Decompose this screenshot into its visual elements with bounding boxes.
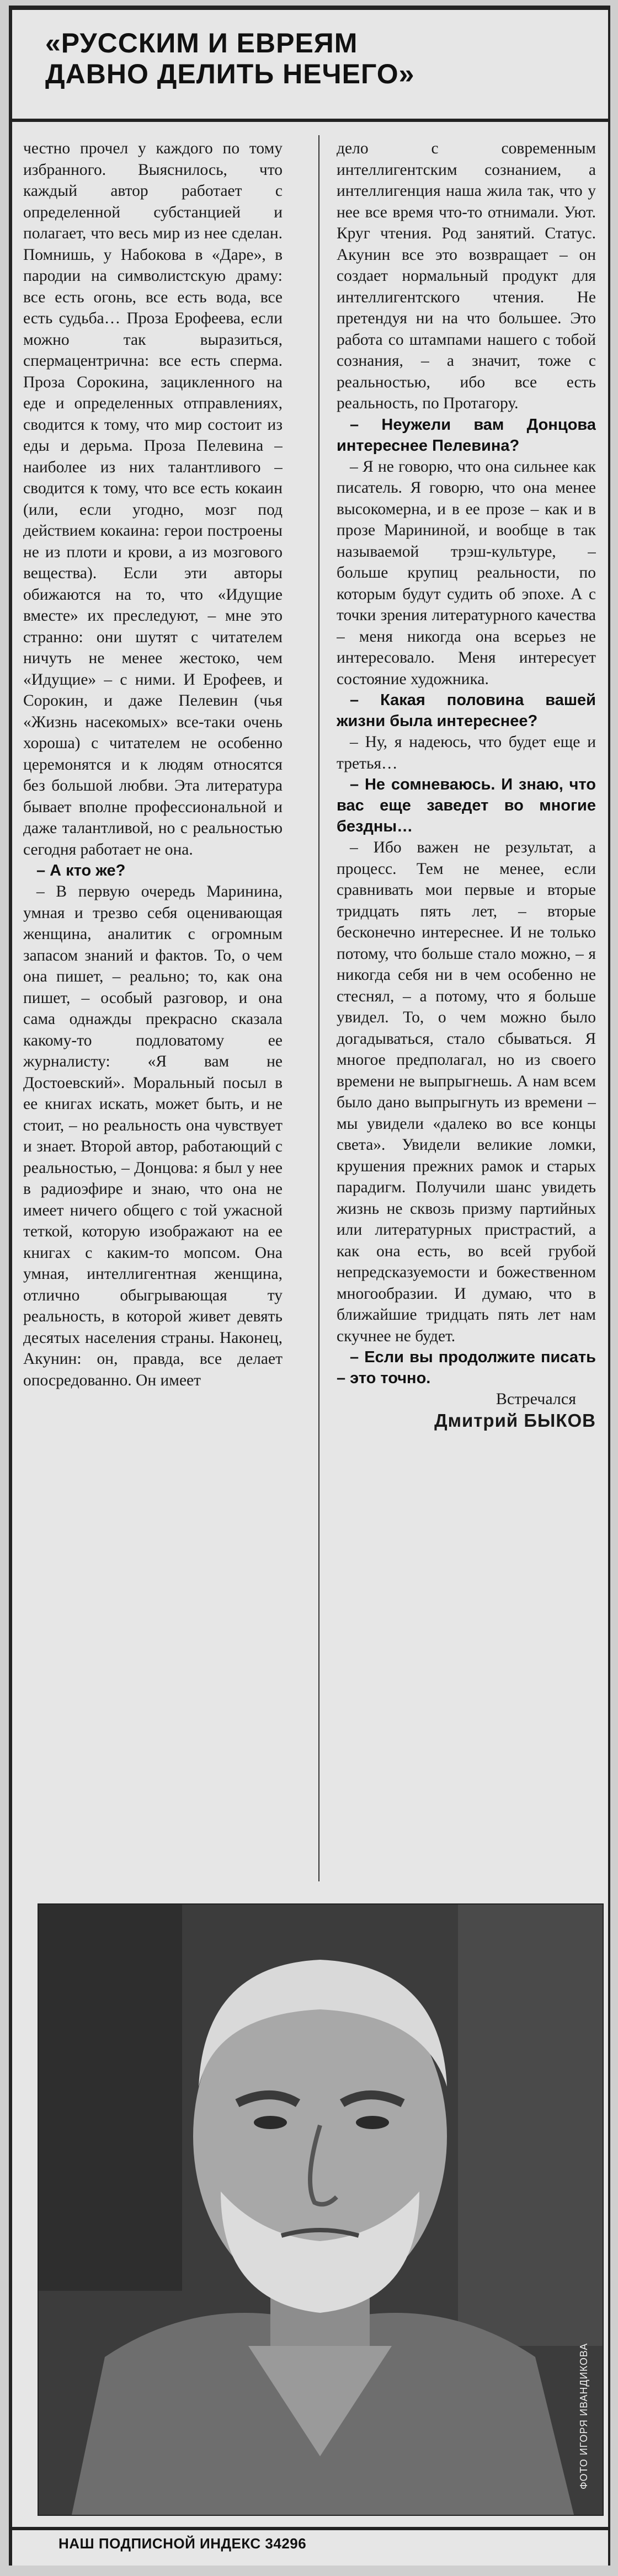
headline-rule (12, 119, 608, 122)
byline-met: Встречался (496, 1390, 576, 1408)
headline-line-2: ДАВНО ДЕЛИТЬ НЕЧЕГО» (45, 58, 415, 89)
paragraph: – В первую очередь Маринина, умная и трезво себя оценивающая женщина, аналитик с огромным запасом знаний и фактов. То, о чем она пишет, – реально; то, как она пишет, – особый разговор, и она сама однажды прекрасно сказала какому-то подловатому ее журналисту: «Я вам не Достоевский». Моральный посыл в ее книгах искать, может быть, и не стоит, – но реальность она чувствует и знает. Второй автор, работающий с реальностью, – Донцова: я был у нее в радиоэфире и знаю, что она не имеет ничего общего с той ужасной теткой, которую изображают на ее книгах с каким-то мопсом. Она умная, интеллигентная женщина, отлично обыгрывающая ту реальность, в которой живет девять десятых населения страны. Наконец, Акунин: он, правда, все делает опосредованно. Он имеет (23, 883, 283, 1389)
newspaper-page (9, 6, 610, 2566)
byline (337, 1389, 596, 1431)
column-divider (318, 135, 319, 1881)
portrait-photo (38, 1903, 604, 2516)
footer-rule (12, 2527, 608, 2530)
right-column (337, 138, 596, 1881)
article-headline (45, 28, 597, 89)
subscription-index: НАШ ПОДПИСНОЙ ИНДЕКС 34296 (58, 2535, 307, 2552)
byline-author: Дмитрий БЫКОВ (434, 1410, 596, 1431)
question: – Неужели вам Донцова интереснее Пелевина? (337, 415, 596, 455)
paragraph: – Ибо важен не результат, а процесс. Тем не менее, если сравнивать мои первые и вторые тридцать пять лет, – вторые бесконечно интереснее. И не только потому, что больше стало можно, – я никогда себя ни в чем особенно не стеснял, – а потому, что я больше увидел. То, о чем можно было догадываться, стало сбываться. Я многое предполагал, но из своего времени не выпрыгнешь. А нам всем было дано выпрыгнуть из времени – мы увидели «далеко во все концы света». Увидели великие ломки, крушения прежних рамок и старых парадигм. Получили шанс увидеть жизнь не сквозь призму партийных или литературных пристрастий, а как она есть, во всей грубой непредсказуемости и божественном многообразии. И думаю, что в ближайшие тридцать пять лет нам скучнее не будет. (337, 839, 596, 1345)
paragraph: – Я не говорю, что она сильнее как писатель. Я говорю, что она менее высокомерна, и в ее прозе – как и в прозе Марининой, и вообще в так называемой трэш-культуре, – больше крупиц реальности, по которым будут судить об эпохе. А с точки зрения литературного качества – меня никогда она всерьез не интересовало. Меня интересует состояние художника. (337, 457, 596, 688)
question: – Если вы продолжите писать – это точно. (337, 1348, 596, 1387)
paragraph: – Ну, я надеюсь, что будет еще и третья… (337, 733, 596, 772)
paragraph: дело с современным интеллигентским сознанием, а интеллигенция наша жила так, что у нее все время что-то отнимали. Уют. Круг чтения. Род занятий. Статус. Акунин все это возвращает – он создает нормальный продукт для интеллигентского чтения. Не претендуя ни на что большее. Это работа со штампами нашего с тобой сознания, – а значит, тоже с реальностью, ибо все есть реальность, по Протагору. (337, 140, 596, 412)
headline-line-1: «РУССКИМ И ЕВРЕЯМ (45, 28, 358, 58)
left-column (23, 138, 283, 1881)
question: – Не сомневаюсь. И знаю, что вас еще заведет во многие бездны… (337, 776, 596, 835)
question: – А кто же? (36, 862, 126, 879)
question: – Какая половина вашей жизни была интереснее? (337, 691, 596, 730)
portrait-illustration (39, 1905, 603, 2515)
photo-credit: ФОТО ИГОРЯ ИВАНДИКОВА (578, 2343, 589, 2489)
top-rule (12, 6, 608, 10)
paragraph: честно прочел у каждого по тому избранного. Выяснилось, что каждый автор работает с определенной субстанцией и полагает, что весь мир из нее сделан. Помнишь, у Набокова в «Даре», в пародии на символистскую драму: все есть огонь, все есть вода, все есть судьба… Проза Ерофеева, если можно так выразиться, спермацентрична: все есть сперма. Проза Сорокина, зацикленного на еде и определенных отправлениях, сводится к тому, что мир состоит из еды и дерьма. Проза Пелевина – наиболее из них талантливого – сводится к тому, что все есть кокаин (или, если угодно, мозг под действием кокаина: герои построены не из плоти и крови, а из мозгового вещества). Если эти авторы обижаются на то, что «Идущие вместе» их преследуют, – мне это странно: они шутят с читателем ничуть не менее жестоко, чем «Идущие» – с ними. И Ерофеев, и Сорокин, и даже Пелевин (чья «Жизнь насекомых» все-таки очень хороша) с читателем не особенно церемонятся и к людям относятся без большой любви. Эта литература бывает вполне профессиональной и даже талантливой, но с реальностью сегодня работает не она. (23, 140, 283, 858)
